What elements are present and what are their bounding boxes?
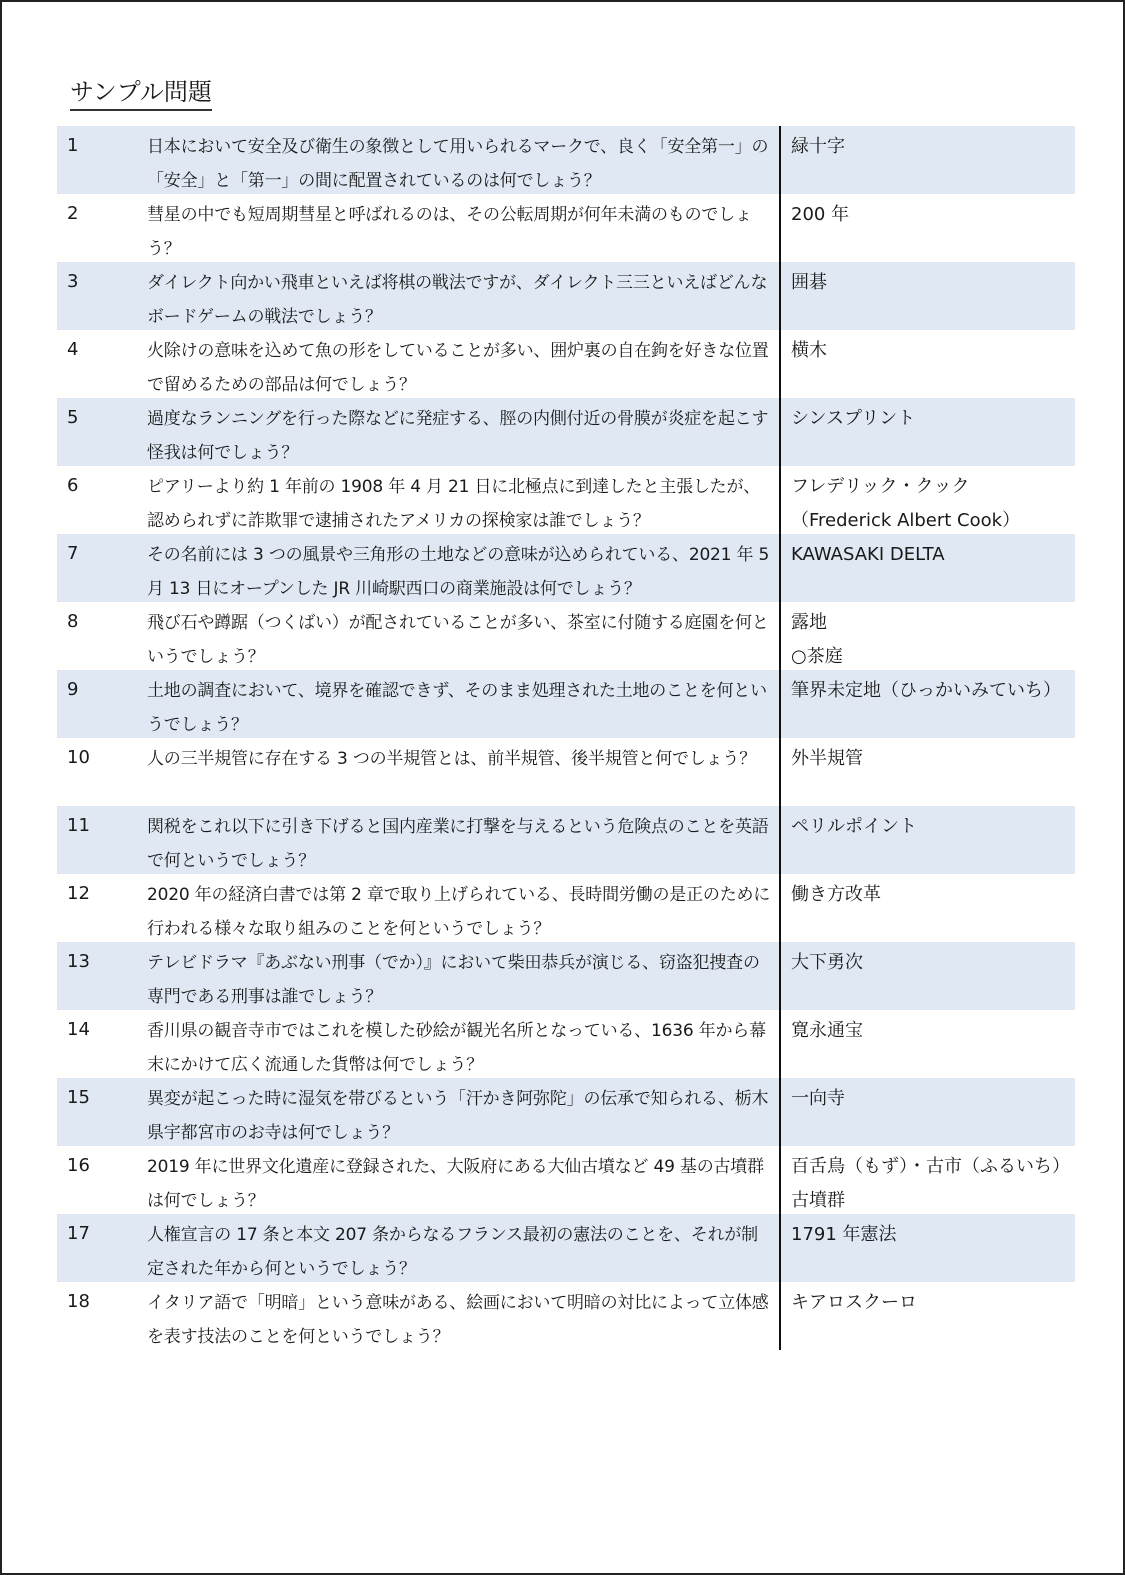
answer-text: シンスプリント [791, 408, 916, 429]
table-row [57, 398, 1075, 466]
answer-text: 一向寺 [791, 1088, 845, 1109]
question-text: 2019 年に世界文化遺産に登録された、大阪府にある大仙古墳など 49 基の古墳群は何でしょう？ [147, 1157, 764, 1211]
question-number: 1 [67, 135, 79, 156]
answer-text-secondary: ○茶庭 [791, 646, 843, 667]
question-number: 10 [67, 747, 90, 768]
answer-text: フレデリック・クック [791, 476, 970, 497]
answer-cell [779, 1146, 1075, 1214]
answer-cell [779, 1282, 1075, 1350]
question-number: 9 [67, 679, 79, 700]
question-text: 日本において安全及び衛生の象徴として用いられるマークで、良く「安全第一」の「安全」と「第一」の間に配置されているのは何でしょう？ [147, 137, 769, 191]
answer-text: 1791 年憲法 [791, 1224, 897, 1245]
question-text: 2020 年の経済白書では第 2 章で取り上げられている、長時間労働の是正のために行われる様々な取り組みのことを何というでしょう？ [147, 885, 771, 939]
answer-cell [779, 194, 1075, 262]
question-text: 香川県の観音寺市ではこれを模した砂絵が観光名所となっている、1636 年から幕末にかけて広く流通した貨幣は何でしょう？ [147, 1021, 766, 1075]
answer-cell [779, 738, 1075, 806]
question-text: 彗星の中でも短周期彗星と呼ばれるのは、その公転周期が何年未満のものでしょう？ [147, 205, 752, 259]
answer-cell [779, 874, 1075, 942]
question-number: 3 [67, 271, 79, 292]
table-row [57, 466, 1075, 534]
question-number: 17 [67, 1223, 90, 1244]
answer-text: 囲碁 [791, 272, 827, 293]
table-row [57, 262, 1075, 330]
question-number: 2 [67, 203, 79, 224]
answer-cell [779, 1078, 1075, 1146]
table-row [57, 1010, 1075, 1078]
question-number: 13 [67, 951, 90, 972]
table-row [57, 942, 1075, 1010]
question-table [57, 126, 1075, 1350]
question-number: 7 [67, 543, 79, 564]
answer-text: 百舌鳥（もず）・古市（ふるいち）古墳群 [791, 1156, 1070, 1211]
answer-text: キアロスクーロ [791, 1292, 917, 1313]
answer-cell [779, 262, 1075, 330]
answer-cell [779, 602, 1075, 670]
table-row [57, 1214, 1075, 1282]
answer-cell [779, 1214, 1075, 1282]
answer-text: ペリルポイント [791, 816, 917, 837]
question-text: 異変が起こった時に湿気を帯びるという「汗かき阿弥陀」の伝承で知られる、栃木県宇都宮市のお寺は何でしょう？ [147, 1089, 769, 1143]
answer-cell [779, 330, 1075, 398]
question-number: 18 [67, 1291, 90, 1312]
question-text: 関税をこれ以下に引き下げると国内産業に打撃を与えるという危険点のことを英語で何というでしょう？ [147, 817, 769, 871]
table-row [57, 1078, 1075, 1146]
question-number: 4 [67, 339, 79, 360]
question-text: イタリア語で「明暗」という意味がある、絵画において明暗の対比によって立体感を表す技法のことを何というでしょう？ [147, 1293, 769, 1347]
question-number: 12 [67, 883, 90, 904]
table-row [57, 670, 1075, 738]
answer-cell [779, 942, 1075, 1010]
table-row [57, 806, 1075, 874]
table-row [57, 1282, 1075, 1350]
question-text: 火除けの意味を込めて魚の形をしていることが多い、囲炉裏の自在鉤を好きな位置で留めるための部品は何でしょう？ [147, 341, 769, 395]
question-text: ピアリーより約 1 年前の 1908 年 4 月 21 日に北極点に到達したと主張したが、認められずに詐欺罪で逮捕されたアメリカの探検家は誰でしょう？ [147, 477, 761, 531]
answer-cell [779, 126, 1075, 194]
question-text: 過度なランニングを行った際などに発症する、脛の内側付近の骨膜が炎症を起こす怪我は何でしょう？ [147, 409, 769, 463]
table-row [57, 534, 1075, 602]
question-text: 人権宣言の 17 条と本文 207 条からなるフランス最初の憲法のことを、それが制定された年から何というでしょう？ [147, 1225, 758, 1279]
table-row [57, 330, 1075, 398]
answer-text: 大下勇次 [791, 952, 863, 973]
answer-cell [779, 670, 1075, 738]
answer-text: 露地 [791, 612, 827, 633]
question-number: 11 [67, 815, 90, 836]
answer-text-secondary: （Frederick Albert Cook） [791, 510, 1021, 531]
question-number: 14 [67, 1019, 90, 1040]
answer-cell [779, 534, 1075, 602]
answer-text: 寛永通宝 [791, 1020, 863, 1041]
question-number: 5 [67, 407, 79, 428]
question-number: 15 [67, 1087, 90, 1108]
answer-text: 筆界未定地（ひっかいみていち） [791, 680, 1061, 701]
table-row [57, 194, 1075, 262]
answer-cell [779, 806, 1075, 874]
table-row [57, 1146, 1075, 1214]
question-text: その名前には 3 つの風景や三角形の土地などの意味が込められている、2021 年 5 月 13 日にオープンした JR 川崎駅西口の商業施設は何でしょう？ [147, 545, 770, 599]
question-text: 土地の調査において、境界を確認できず、そのまま処理された土地のことを何というでしょう？ [147, 681, 767, 735]
table-row [57, 874, 1075, 942]
table-row [57, 126, 1075, 194]
question-text: 人の三半規管に存在する 3 つの半規管とは、前半規管、後半規管と何でしょう？ [147, 749, 757, 769]
table-row [57, 738, 1075, 806]
answer-cell [779, 398, 1075, 466]
question-number: 8 [67, 611, 79, 632]
table-row [57, 602, 1075, 670]
answer-cell [779, 466, 1075, 534]
question-text: 飛び石や蹲踞（つくばい）が配されていることが多い、茶室に付随する庭園を何というでしょう？ [147, 613, 769, 667]
question-text: ダイレクト向かい飛車といえば将棋の戦法ですが、ダイレクト三三といえばどんなボードゲームの戦法でしょう？ [147, 273, 768, 327]
question-number: 16 [67, 1155, 90, 1176]
answer-text: 緑十字 [791, 136, 845, 157]
question-text: テレビドラマ『あぶない刑事（でか）』において柴田恭兵が演じる、窃盗犯捜査の専門である刑事は誰でしょう？ [147, 953, 760, 1007]
answer-text: KAWASAKI DELTA [791, 544, 945, 565]
answer-cell [779, 1010, 1075, 1078]
answer-text: 働き方改革 [791, 884, 881, 905]
question-number: 6 [67, 475, 79, 496]
answer-text: 横木 [791, 340, 827, 361]
page-title: サンプル問題 [70, 76, 212, 111]
answer-text: 外半規管 [791, 748, 863, 769]
answer-text: 200 年 [791, 204, 850, 225]
